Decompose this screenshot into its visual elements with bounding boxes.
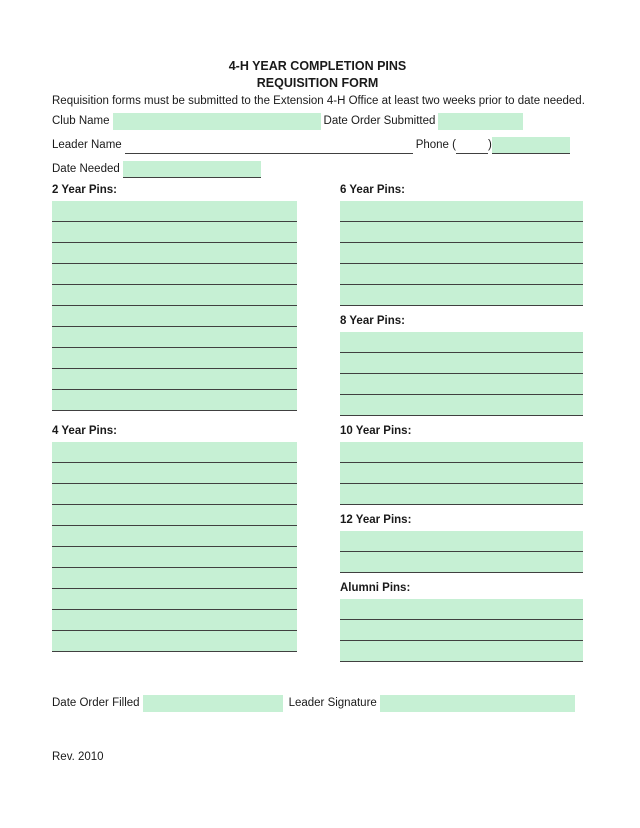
date-order-submitted-label: Date Order Submitted bbox=[323, 115, 436, 127]
pin-entry-line[interactable] bbox=[52, 589, 297, 610]
pin-entry-line[interactable] bbox=[340, 484, 583, 505]
revision-note: Rev. 2010 bbox=[52, 751, 104, 763]
pin-section-label-4-year: 4 Year Pins: bbox=[52, 425, 117, 437]
pin-section-label-10-year: 10 Year Pins: bbox=[340, 425, 412, 437]
pin-section-8-year bbox=[340, 311, 583, 416]
leader-signature-field[interactable] bbox=[380, 695, 575, 712]
order-filled-row bbox=[52, 695, 583, 712]
date-order-filled-field[interactable] bbox=[143, 695, 283, 712]
pin-entry-line[interactable] bbox=[52, 201, 297, 222]
pin-entry-line[interactable] bbox=[340, 620, 583, 641]
pin-entry-line[interactable] bbox=[52, 568, 297, 589]
pin-entry-line[interactable] bbox=[52, 264, 297, 285]
pin-section-label-12-year: 12 Year Pins: bbox=[340, 514, 412, 526]
pin-section-6-year bbox=[340, 180, 583, 306]
pin-entry-line[interactable] bbox=[340, 332, 583, 353]
form-title-line1: 4-H YEAR COMPLETION PINS bbox=[228, 59, 407, 73]
pin-entry-line[interactable] bbox=[340, 442, 583, 463]
pin-entry-line[interactable] bbox=[52, 222, 297, 243]
date-order-filled-label: Date Order Filled bbox=[52, 697, 140, 709]
leader-name-row bbox=[52, 137, 583, 154]
pin-entry-line[interactable] bbox=[52, 306, 297, 327]
form-title-line2: REQUISITION FORM bbox=[256, 76, 379, 90]
pin-entry-line[interactable] bbox=[52, 390, 297, 411]
date-needed-label: Date Needed bbox=[52, 163, 120, 175]
pin-section-label-alumni: Alumni Pins: bbox=[340, 582, 411, 594]
pin-entry-line[interactable] bbox=[52, 463, 297, 484]
pin-entry-line[interactable] bbox=[52, 348, 297, 369]
pin-entry-line[interactable] bbox=[340, 641, 583, 662]
leader-name-label: Leader Name bbox=[52, 139, 122, 151]
date-order-submitted-field[interactable] bbox=[438, 113, 523, 130]
pin-section-4-year bbox=[52, 421, 297, 652]
pin-section-label-2-year: 2 Year Pins: bbox=[52, 184, 117, 196]
pin-section-10-year bbox=[340, 421, 583, 505]
right-column bbox=[340, 180, 583, 662]
pin-entry-line[interactable] bbox=[52, 327, 297, 348]
pin-entry-line[interactable] bbox=[340, 264, 583, 285]
pin-entry-line[interactable] bbox=[340, 374, 583, 395]
pin-entry-line[interactable] bbox=[340, 353, 583, 374]
leader-name-field[interactable] bbox=[125, 138, 413, 154]
pin-section-label-8-year: 8 Year Pins: bbox=[340, 315, 405, 327]
club-name-field[interactable] bbox=[113, 113, 321, 130]
phone-area-code-field[interactable] bbox=[456, 138, 488, 154]
phone-number-field[interactable] bbox=[492, 137, 570, 154]
phone-paren-close: ) bbox=[487, 139, 492, 151]
pin-entry-line[interactable] bbox=[52, 526, 297, 547]
pin-entry-line[interactable] bbox=[340, 201, 583, 222]
pin-entry-line[interactable] bbox=[340, 285, 583, 306]
pin-entry-line[interactable] bbox=[52, 442, 297, 463]
pin-entry-line[interactable] bbox=[340, 222, 583, 243]
pin-section-alumni bbox=[340, 578, 583, 662]
date-needed-row bbox=[52, 161, 583, 178]
pin-entry-line[interactable] bbox=[52, 369, 297, 390]
pin-entry-line[interactable] bbox=[52, 631, 297, 652]
pin-entry-line[interactable] bbox=[52, 547, 297, 568]
pin-entry-line[interactable] bbox=[52, 243, 297, 264]
club-name-label: Club Name bbox=[52, 115, 110, 127]
club-name-row bbox=[52, 113, 583, 130]
pin-entry-line[interactable] bbox=[52, 484, 297, 505]
pin-section-2-year bbox=[52, 180, 297, 411]
left-column bbox=[52, 180, 297, 662]
pin-entry-line[interactable] bbox=[52, 505, 297, 526]
pin-entry-line[interactable] bbox=[340, 243, 583, 264]
pin-entry-line[interactable] bbox=[340, 599, 583, 620]
pin-entry-line[interactable] bbox=[340, 531, 583, 552]
intro-text: Requisition forms must be submitted to the Extension 4-H Office at least two weeks prior to date needed. bbox=[52, 95, 585, 107]
pin-entry-line[interactable] bbox=[340, 552, 583, 573]
leader-signature-label: Leader Signature bbox=[288, 697, 377, 709]
phone-label: Phone ( bbox=[415, 139, 456, 151]
pin-entry-line[interactable] bbox=[52, 610, 297, 631]
date-needed-field[interactable] bbox=[123, 161, 261, 178]
pin-section-label-6-year: 6 Year Pins: bbox=[340, 184, 405, 196]
pin-sections-area bbox=[52, 180, 583, 662]
pin-section-12-year bbox=[340, 510, 583, 573]
pin-entry-line[interactable] bbox=[340, 395, 583, 416]
pin-entry-line[interactable] bbox=[340, 463, 583, 484]
pin-entry-line[interactable] bbox=[52, 285, 297, 306]
